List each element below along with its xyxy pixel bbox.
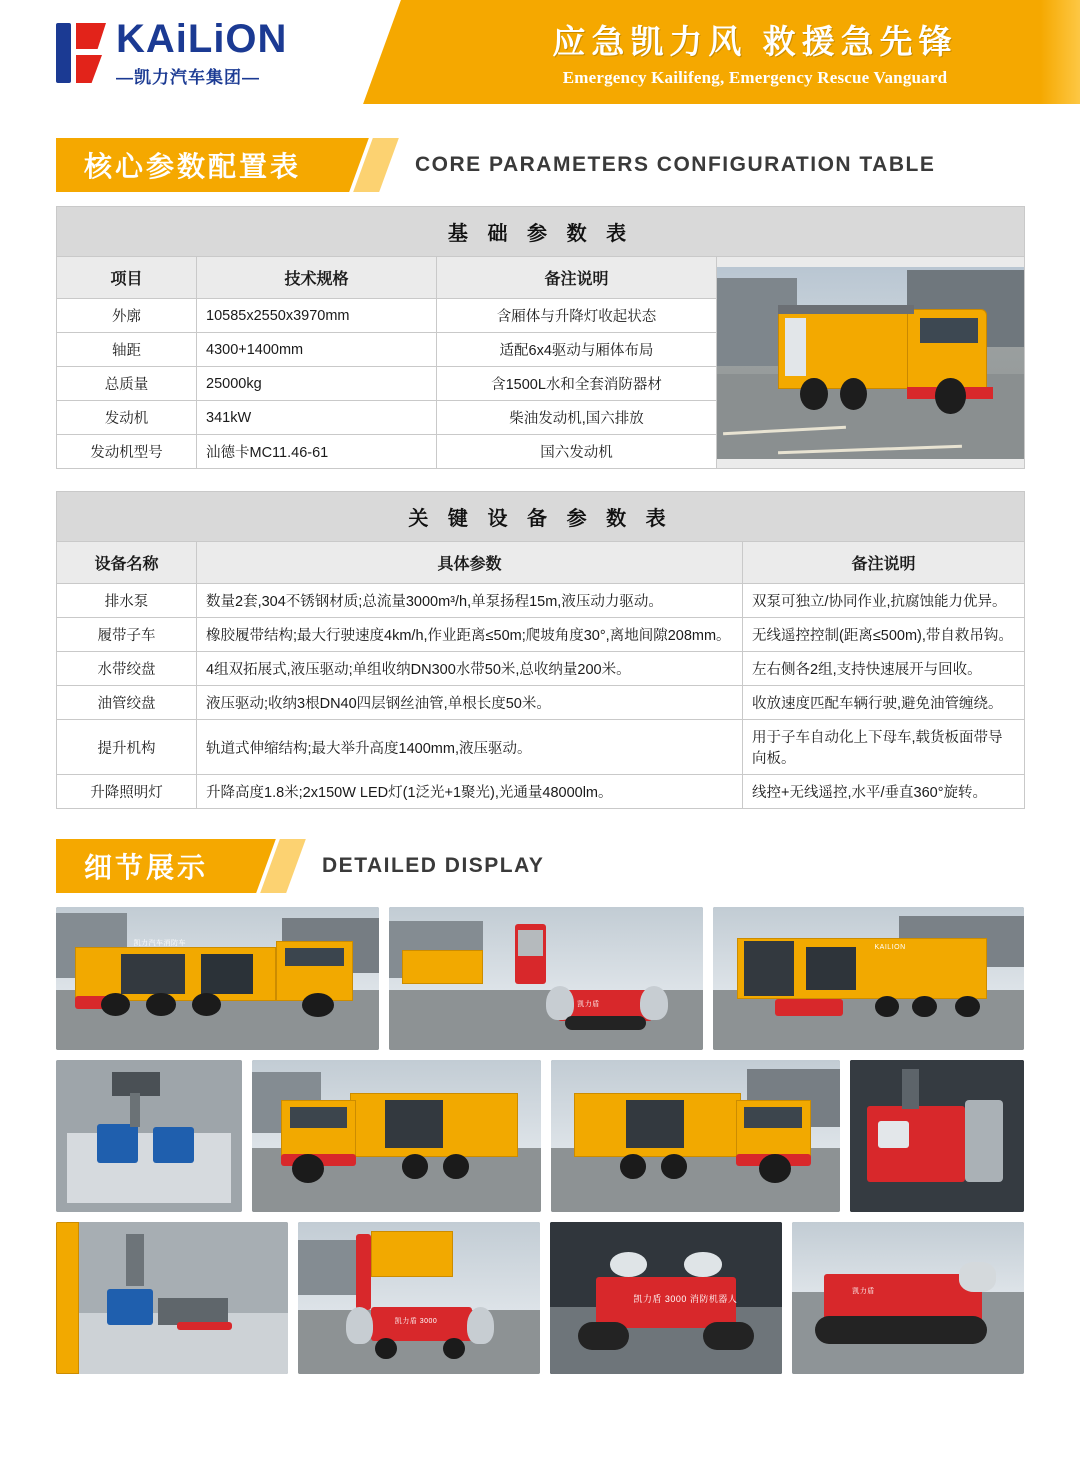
photo-caption: KAILION <box>874 944 906 952</box>
table-row <box>57 720 1025 775</box>
cell-params: 橡胶履带结构;最大行驶速度4km/h,作业距离≤50m;爬坡角度30°,离地间隙208mm。 <box>197 618 743 652</box>
cell-remark: 国六发动机 <box>437 435 717 469</box>
section-core-english: CORE PARAMETERS CONFIGURATION TABLE <box>415 153 936 176</box>
cell-equipment: 水带绞盘 <box>57 652 197 686</box>
col-header-item: 项目 <box>57 257 197 299</box>
cell-spec: 汕德卡MC11.46-61 <box>197 435 437 469</box>
table-row <box>57 618 1025 652</box>
table-row <box>57 775 1025 809</box>
photo-caption: 凯力汽车消防车 <box>133 940 187 948</box>
truck-front-right-three-quarter <box>551 1060 840 1212</box>
cell-remark: 柴油发动机,国六排放 <box>437 401 717 435</box>
crawler-robot-rear-view <box>792 1222 1024 1374</box>
cell-remark: 左右侧各2组,支持快速展开与回收。 <box>743 652 1025 686</box>
crawler-robot-front-view <box>550 1222 782 1374</box>
section-core-parameters <box>56 138 1080 192</box>
gallery-row <box>56 1222 1024 1374</box>
cell-item: 总质量 <box>57 367 197 401</box>
table-row <box>57 686 1025 720</box>
cell-equipment: 履带子车 <box>57 618 197 652</box>
basic-parameters-table <box>56 206 1025 469</box>
equipment-parameters-table <box>56 491 1025 809</box>
cell-remark: 双泵可独立/协同作业,抗腐蚀能力优异。 <box>743 584 1025 618</box>
brand-name: KAiLiON <box>116 17 288 61</box>
cell-equipment: 油管绞盘 <box>57 686 197 720</box>
photo-caption: 凯力盾 <box>852 1287 875 1295</box>
header-slogan <box>430 16 1080 88</box>
cell-item: 发动机 <box>57 401 197 435</box>
col-header-equipment: 设备名称 <box>57 542 197 584</box>
cell-remark: 含1500L水和全套消防器材 <box>437 367 717 401</box>
robot-with-lift-mechanism <box>298 1222 540 1374</box>
photo-gallery <box>56 907 1024 1374</box>
cell-item: 轴距 <box>57 333 197 367</box>
table-row <box>57 652 1025 686</box>
section-detail-english: DETAILED DISPLAY <box>322 854 545 877</box>
cell-equipment: 提升机构 <box>57 720 197 775</box>
yellow-rescue-truck-photo <box>717 267 1024 459</box>
truck-rear-equipment-bay <box>713 907 1024 1050</box>
brand-logo <box>56 18 287 88</box>
gallery-row <box>56 907 1024 1050</box>
cell-remark: 线控+无线遥控,水平/垂直360°旋转。 <box>743 775 1025 809</box>
hydraulic-manifold-closeup <box>56 1222 288 1374</box>
cell-remark: 用于子车自动化上下母车,载货板面带导向板。 <box>743 720 1025 775</box>
photo-caption: 凯力盾 3000 消防机器人 <box>633 1293 738 1304</box>
cell-params: 轨道式伸缩结构;最大举升高度1400mm,液压驱动。 <box>197 720 743 775</box>
col-header-remark: 备注说明 <box>743 542 1025 584</box>
cell-params: 4组双拓展式,液压驱动;单组收纳DN300水带50米,总收纳量200米。 <box>197 652 743 686</box>
kailion-logo-icon <box>56 23 106 83</box>
cell-spec: 10585x2550x3970mm <box>197 299 437 333</box>
col-header-spec: 技术规格 <box>197 257 437 299</box>
section-detailed-display <box>56 839 1080 893</box>
cell-params: 液压驱动;收纳3根DN40四层钢丝油管,单根长度50米。 <box>197 686 743 720</box>
cell-spec: 341kW <box>197 401 437 435</box>
slogan-chinese: 应急凯力风 救援急先锋 <box>552 23 958 60</box>
cell-spec: 25000kg <box>197 367 437 401</box>
cell-remark: 含厢体与升降灯收起状态 <box>437 299 717 333</box>
equipment-table-title: 关 键 设 备 参 数 表 <box>57 492 1025 542</box>
cell-remark: 适配6x4驱动与厢体布局 <box>437 333 717 367</box>
col-header-params: 具体参数 <box>197 542 743 584</box>
cell-params: 升降高度1.8米;2x150W LED灯(1泛光+1聚光),光通量48000lm。 <box>197 775 743 809</box>
brand-subtitle: —凯力汽车集团— <box>116 68 260 87</box>
page-header <box>0 0 1080 104</box>
table-row <box>57 584 1025 618</box>
photo-caption: 凯力盾 <box>577 1000 600 1008</box>
cell-remark: 无线遥控控制(距离≤500m),带自救吊钩。 <box>743 618 1025 652</box>
basic-table-title: 基 础 参 数 表 <box>57 207 1025 257</box>
table-row <box>57 257 1025 299</box>
gallery-row <box>56 1060 1024 1212</box>
cell-equipment: 升降照明灯 <box>57 775 197 809</box>
basic-parameters-table-wrap <box>56 206 1024 469</box>
hydraulic-valve-closeup <box>56 1060 242 1212</box>
equipment-parameters-table-wrap <box>56 491 1024 809</box>
col-header-remark: 备注说明 <box>437 257 717 299</box>
section-core-badge: 核心参数配置表 <box>56 138 341 192</box>
cell-equipment: 排水泵 <box>57 584 197 618</box>
cell-remark: 收放速度匹配车辆行驶,避免油管缠绕。 <box>743 686 1025 720</box>
cell-item: 发动机型号 <box>57 435 197 469</box>
table-row <box>57 542 1025 584</box>
cell-spec: 4300+1400mm <box>197 333 437 367</box>
cell-item: 外廓 <box>57 299 197 333</box>
cell-params: 数量2套,304不锈钢材质;总流量3000m³/h,单泵扬程15m,液压动力驱动。 <box>197 584 743 618</box>
red-generator-in-locker <box>850 1060 1024 1212</box>
crawler-robot-deployment <box>389 907 702 1050</box>
slogan-english: Emergency Kailifeng, Emergency Rescue Vanguard <box>562 68 948 87</box>
truck-front-left-three-quarter <box>252 1060 541 1212</box>
photo-caption: 凯力盾 3000 <box>394 1318 438 1326</box>
table-row <box>57 207 1025 257</box>
basic-table-photo-cell <box>717 257 1025 469</box>
table-row <box>57 492 1025 542</box>
section-detail-badge: 细节展示 <box>56 839 248 893</box>
truck-side-view-open-compartment <box>56 907 379 1050</box>
